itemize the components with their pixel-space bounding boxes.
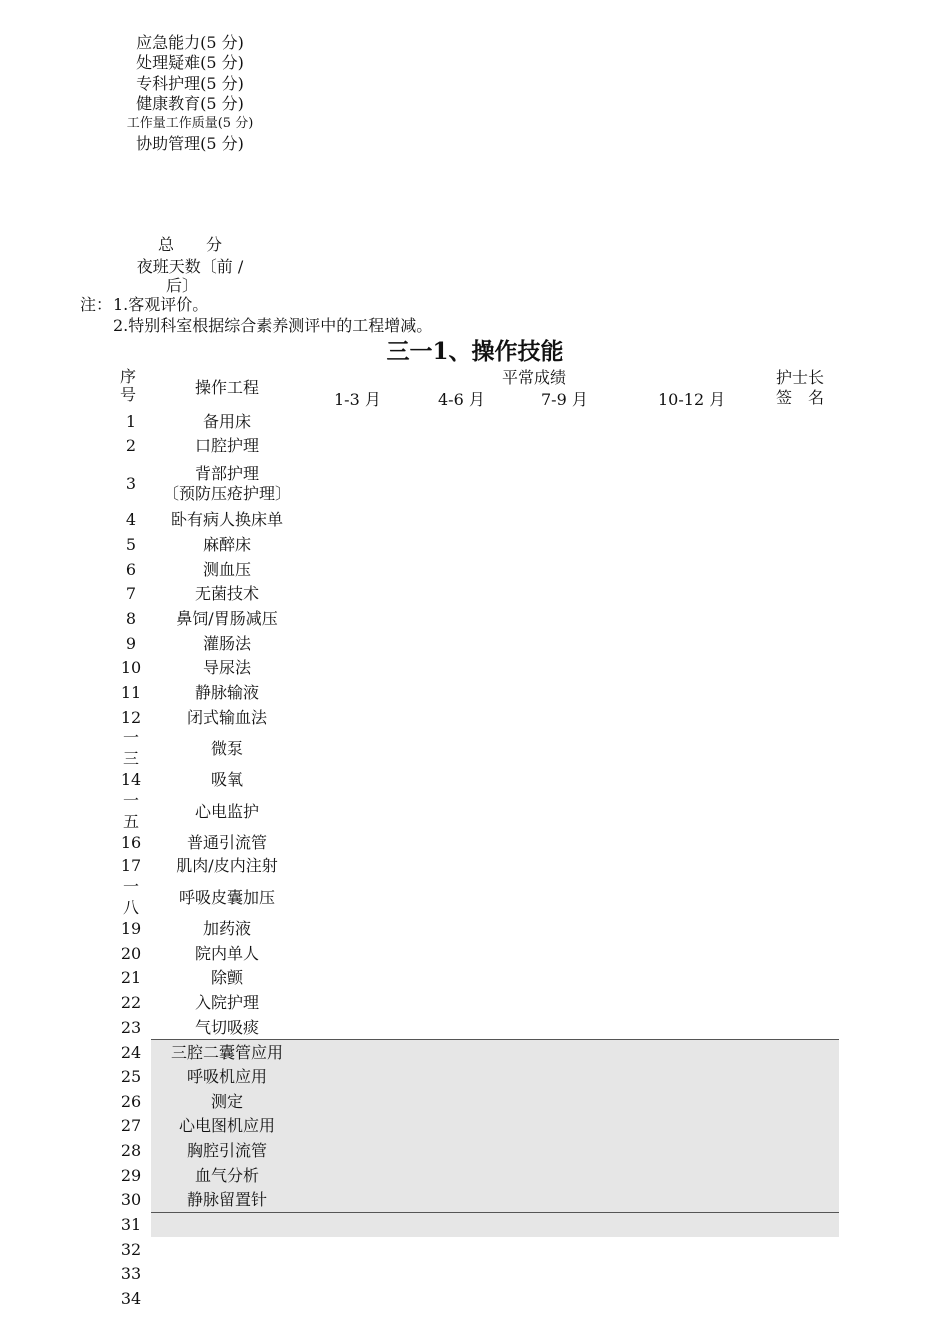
row-seq: 26 — [120, 1092, 142, 1111]
row-divider-top — [151, 1039, 839, 1040]
row-seq: 9 — [125, 634, 137, 653]
row-item: 鼻饲/胃肠减压 — [176, 609, 278, 628]
row-item: 卧有病人换床单 — [170, 510, 283, 529]
row-item: 测血压 — [202, 560, 251, 579]
header-regular-score: 平常成绩 — [501, 368, 566, 387]
header-month-q3: 7-9 月 — [541, 390, 588, 409]
note-line-1: 1.客观评价。 — [113, 295, 209, 314]
row-seq: 28 — [120, 1141, 142, 1160]
row-item: 背部护理 — [194, 464, 259, 483]
row-seq: 7 — [125, 584, 137, 603]
row-item: 入院护理 — [194, 993, 259, 1012]
eval-item-workload: 工作量工作质量(5 分) — [126, 116, 254, 131]
row-item: 气切吸痰 — [194, 1018, 259, 1037]
row-seq: 22 — [120, 993, 142, 1012]
row-seq: 10 — [120, 658, 142, 677]
row-seq-subline: 三 — [122, 749, 139, 768]
row-item: 灌肠法 — [202, 634, 251, 653]
row-item: 测定 — [210, 1092, 243, 1111]
note-prefix: 注： — [80, 295, 113, 314]
row-seq: 30 — [120, 1190, 142, 1209]
row-seq: 6 — [125, 560, 137, 579]
row-seq: 29 — [120, 1166, 142, 1185]
eval-item-management: 协助管理(5 分) — [136, 134, 244, 153]
row-item: 肌肉/皮内注射 — [176, 856, 278, 875]
row-seq: 21 — [120, 968, 142, 987]
row-item: 呼吸皮囊加压 — [178, 888, 275, 907]
row-item: 心电监护 — [194, 802, 259, 821]
row-item: 呼吸机应用 — [186, 1067, 267, 1086]
row-seq-subline: 五 — [122, 812, 139, 831]
row-item: 吸氧 — [210, 770, 243, 789]
row-item: 血气分析 — [194, 1166, 259, 1185]
night-shift-label-line1: 夜班天数〔前 / — [136, 257, 244, 276]
row-seq: 17 — [120, 856, 142, 875]
row-item: 闭式输血法 — [186, 708, 267, 727]
row-item: 无菌技术 — [194, 584, 259, 603]
row-seq: 4 — [125, 510, 137, 529]
row-seq: 16 — [120, 833, 142, 852]
eval-item-emergency: 应急能力(5 分) — [136, 33, 244, 52]
total-label: 总 分 — [157, 235, 222, 254]
row-seq: 23 — [120, 1018, 142, 1037]
header-sign-line2: 签 名 — [776, 388, 825, 407]
row-seq: 14 — [120, 770, 142, 789]
row-seq: 2 — [125, 436, 137, 455]
row-seq: 25 — [120, 1067, 142, 1086]
row-seq: 20 — [120, 944, 142, 963]
row-item: 导尿法 — [202, 658, 251, 677]
row-seq: 11 — [120, 683, 142, 702]
section-title: 三一1、操作技能 — [386, 338, 564, 365]
row-seq: 34 — [120, 1289, 142, 1308]
row-divider-bottom — [151, 1212, 839, 1213]
header-seq-line2: 号 — [119, 385, 136, 404]
row-item: 心电图机应用 — [178, 1116, 275, 1135]
note-line-2: 2.特别科室根据综合素养测评中的工程增减。 — [113, 316, 433, 335]
header-seq-line1: 序 — [119, 367, 136, 386]
row-seq: 5 — [125, 535, 137, 554]
row-item: 加药液 — [202, 919, 251, 938]
night-shift-label-line2: 后〕 — [165, 276, 198, 295]
row-seq: 19 — [120, 919, 142, 938]
row-seq: 33 — [120, 1264, 142, 1283]
row-item: 除颤 — [210, 968, 243, 987]
row-item: 三腔二囊管应用 — [170, 1043, 283, 1062]
row-item: 麻醉床 — [202, 535, 251, 554]
eval-item-difficult: 处理疑难(5 分) — [136, 53, 244, 72]
row-item: 口腔护理 — [194, 436, 259, 455]
shaded-band-row-31 — [151, 1213, 839, 1237]
row-seq: 一 — [122, 877, 139, 896]
row-seq: 一 — [122, 728, 139, 747]
row-item: 备用床 — [202, 412, 251, 431]
row-seq: 12 — [120, 708, 142, 727]
row-item: 胸腔引流管 — [186, 1141, 267, 1160]
row-item: 静脉输液 — [194, 683, 259, 702]
row-seq: 31 — [120, 1215, 142, 1234]
row-seq: 8 — [125, 609, 137, 628]
row-item-subline: 〔预防压疮护理〕 — [162, 484, 291, 503]
row-seq: 一 — [122, 791, 139, 810]
row-seq: 1 — [125, 412, 137, 431]
row-item: 院内单人 — [194, 944, 259, 963]
row-seq: 32 — [120, 1240, 142, 1259]
row-seq: 27 — [120, 1116, 142, 1135]
row-item: 微泵 — [210, 739, 243, 758]
eval-item-education: 健康教育(5 分) — [136, 94, 244, 113]
header-item: 操作工程 — [194, 378, 259, 397]
row-item: 静脉留置针 — [186, 1190, 267, 1209]
row-seq-subline: 八 — [122, 898, 139, 917]
row-seq: 3 — [125, 474, 137, 493]
row-item: 普通引流管 — [186, 833, 267, 852]
header-month-q1: 1-3 月 — [334, 390, 381, 409]
header-sign-line1: 护士长 — [776, 368, 825, 387]
eval-item-specialty: 专科护理(5 分) — [136, 74, 244, 93]
header-month-q2: 4-6 月 — [438, 390, 485, 409]
row-seq: 24 — [120, 1043, 142, 1062]
header-month-q4: 10-12 月 — [658, 390, 726, 409]
